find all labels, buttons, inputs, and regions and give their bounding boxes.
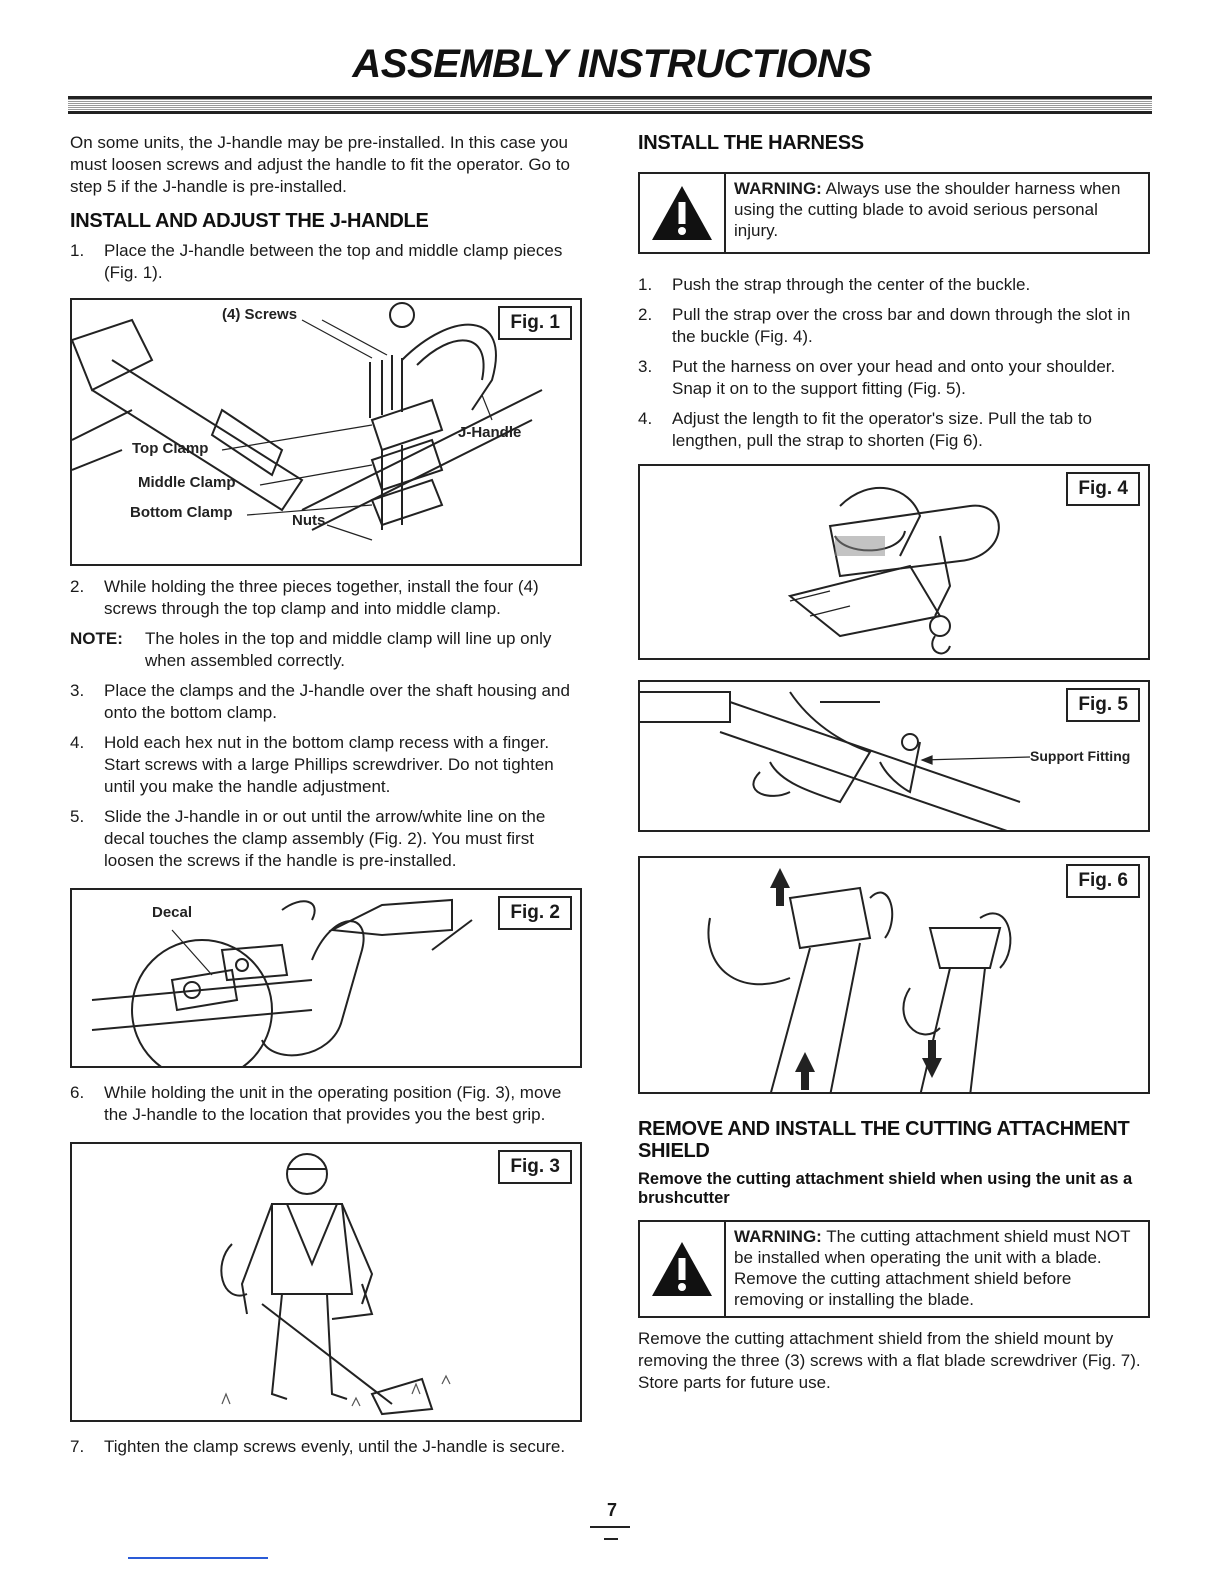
callout-jhandle: J-Handle — [458, 424, 522, 441]
warning-icon — [640, 174, 726, 252]
step-text: Place the J-handle between the top and middle clamp pieces (Fig. 1). — [104, 241, 563, 282]
page-title: ASSEMBLY INSTRUCTIONS — [352, 42, 872, 86]
step-5 — [70, 806, 582, 872]
intro-paragraph: On some units, the J-handle may be pre-installed. In this case you must loosen screws and adjust the handle to fit the operator. Go to step 5 if the J-handle is pre-installed. — [70, 133, 570, 196]
step-text: Tighten the clamp screws evenly, until the J-handle is secure. — [104, 1437, 566, 1456]
harness-step-1 — [638, 274, 1150, 296]
step-number: 1. — [638, 275, 653, 294]
step-text: Slide the J-handle in or out until the arrow/white line on the decal touches the clamp assembly (Fig. 2). You must first loosen the screws if the handle is pre-installed. — [104, 807, 546, 870]
callout-top-clamp: Top Clamp — [132, 440, 209, 457]
step-text: While holding the unit in the operating position (Fig. 3), move the J-handle to the location that provides you the best grip. — [104, 1083, 562, 1124]
figure-3 — [70, 1142, 582, 1422]
warning-label: WARNING: — [734, 1227, 822, 1246]
figure-1 — [70, 298, 582, 566]
figure-label: Fig. 2 — [498, 896, 572, 930]
step-4 — [70, 732, 582, 798]
page-number: 7 — [606, 1500, 617, 1520]
section-heading-harness: INSTALL THE HARNESS — [638, 132, 864, 154]
step-number: 2. — [638, 305, 653, 324]
callout-support-fitting: Support Fitting — [1030, 748, 1131, 764]
step-text: Place the clamps and the J-handle over the shaft housing and onto the bottom clamp. — [104, 681, 570, 722]
figure-label: Fig. 6 — [1066, 864, 1140, 898]
step-text: Pull the strap over the cross bar and down through the slot in the buckle (Fig. 4). — [672, 305, 1131, 346]
step-number: 4. — [70, 733, 85, 752]
scan-artifact-line — [128, 1557, 268, 1559]
step-number: 5. — [70, 807, 85, 826]
warning-message: Always use the shoulder harness when using the cutting blade to avoid serious personal injury. — [734, 179, 1121, 240]
figure-label: Fig. 3 — [498, 1150, 572, 1184]
harness-step-2 — [638, 304, 1150, 348]
page-number-underline — [590, 1526, 630, 1528]
figure-label: Fig. 5 — [1066, 688, 1140, 722]
figure-label: Fig. 1 — [498, 306, 572, 340]
title-rule — [68, 96, 1152, 114]
warning-box-harness — [638, 172, 1150, 254]
step-number: 1. — [70, 241, 85, 260]
callout-screws: (4) Screws — [222, 306, 298, 323]
step-number: 3. — [70, 681, 85, 700]
note — [70, 628, 582, 672]
step-text: Adjust the length to fit the operator's size. Pull the tab to lengthen, pull the strap to shorten (Fig 6). — [672, 409, 1092, 450]
callout-nuts: Nuts — [292, 512, 326, 529]
step-text: While holding the three pieces together, install the four (4) screws through the top clamp and into middle clamp. — [104, 577, 539, 618]
figure-6 — [638, 856, 1150, 1094]
figure-5 — [638, 680, 1150, 832]
step-text: Put the harness on over your head and onto your shoulder. Snap it on to the support fitting (Fig. 5). — [672, 357, 1116, 398]
step-number: 7. — [70, 1437, 85, 1456]
section-heading-jhandle: INSTALL AND ADJUST THE J-HANDLE — [70, 210, 429, 232]
warning-label: WARNING: — [734, 179, 822, 198]
step-1 — [70, 240, 582, 284]
figure-2 — [70, 888, 582, 1068]
warning-box-shield — [638, 1220, 1150, 1318]
step-7 — [70, 1436, 582, 1458]
step-number: 2. — [70, 577, 85, 596]
step-number: 3. — [638, 357, 653, 376]
harness-step-3 — [638, 356, 1150, 400]
section-heading-shield: REMOVE AND INSTALL THE CUTTING ATTACHMENT SHIELD — [638, 1118, 1130, 1162]
step-text: Push the strap through the center of the buckle. — [672, 275, 1031, 294]
note-label: NOTE: — [70, 629, 123, 648]
warning-text — [726, 1222, 1148, 1316]
callout-decal: Decal — [152, 904, 193, 921]
right-column — [638, 132, 1150, 1394]
step-2 — [70, 576, 582, 620]
figure-label: Fig. 4 — [1066, 472, 1140, 506]
callout-middle-clamp: Middle Clamp — [138, 474, 236, 491]
step-6 — [70, 1082, 582, 1126]
step-number: 6. — [70, 1083, 85, 1102]
page-number-underline-short — [604, 1538, 618, 1540]
step-number: 4. — [638, 409, 653, 428]
callout-bottom-clamp: Bottom Clamp — [130, 504, 233, 521]
warning-text — [726, 174, 1148, 252]
left-column — [70, 132, 582, 1458]
step-text: Hold each hex nut in the bottom clamp recess with a finger. Start screws with a large Phillips screwdriver. Do not tighten until you make the handle adjustment. — [104, 733, 554, 796]
section-subheading-shield: Remove the cutting attachment shield when using the unit as a brushcutter — [638, 1170, 1133, 1207]
note-text: The holes in the top and middle clamp will line up only when assembled correctly. — [145, 629, 552, 670]
step-3 — [70, 680, 582, 724]
harness-step-4 — [638, 408, 1150, 452]
figure-4 — [638, 464, 1150, 660]
closing-paragraph: Remove the cutting attachment shield from the shield mount by removing the three (3) screws with a flat blade screwdriver (Fig. 7). Store parts for future use. — [638, 1329, 1141, 1392]
warning-icon — [640, 1222, 726, 1316]
warning-message: The cutting attachment shield must NOT be installed when operating the unit with a blade. Remove the cutting attachment shield before removing or installing the blade. — [734, 1227, 1131, 1309]
figure-3-drawing — [72, 1144, 582, 1422]
